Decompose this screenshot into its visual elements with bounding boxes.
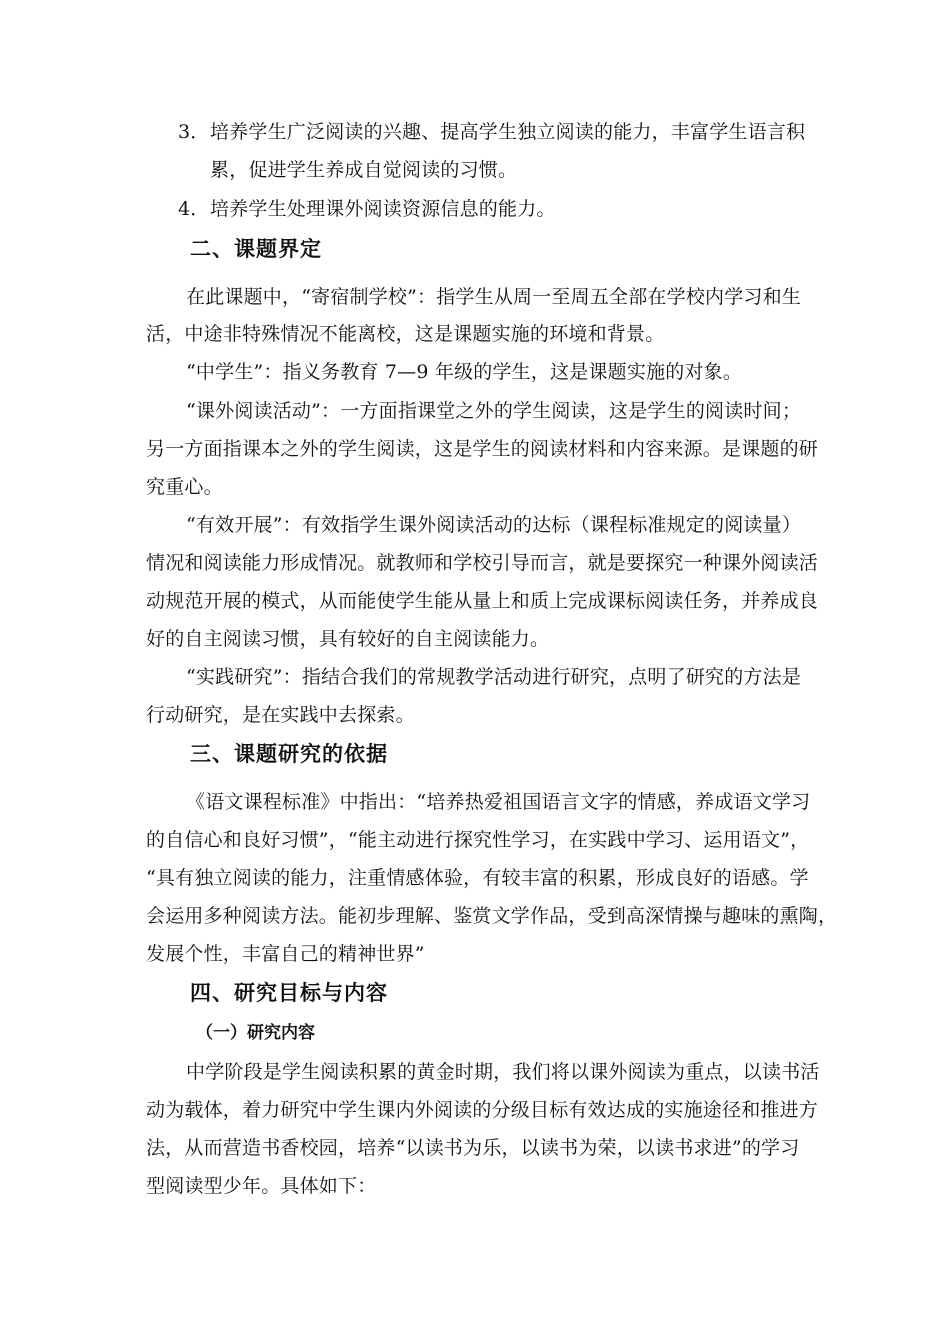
- paragraph-line: 在此课题中，“寄宿制学校”：指学生从周一至周五全部在学校内学习和生: [186, 286, 802, 308]
- section-heading: 二、课题界定: [190, 237, 322, 261]
- paragraph-line: 会运用多种阅读方法。能初步理解、鉴赏文学作品，受到高深情操与趣味的熏陶，: [146, 905, 838, 927]
- paragraph-line: 法，从而营造书香校园，培养“以读书为乐，以读书为荣，以读书求进”的学习: [146, 1137, 800, 1159]
- paragraph-line: 中学阶段是学生阅读积累的黄金时期，我们将以课外阅读为重点，以读书活: [186, 1061, 820, 1083]
- paragraph-line: 《语文课程标准》中指出：“培养热爱祖国语言文字的情感，养成语文学习: [186, 791, 811, 813]
- section-heading: 三、课题研究的依据: [190, 742, 388, 766]
- paragraph-line: “有效开展”：有效指学生课外阅读活动的达标（课程标准规定的阅读量）: [186, 514, 802, 536]
- list-item-text: 培养学生广泛阅读的兴趣、提高学生独立阅读的能力，丰富学生语言积: [210, 121, 806, 143]
- paragraph-line: 另一方面指课本之外的学生阅读，这是学生的阅读材料和内容来源。是课题的研: [146, 438, 819, 460]
- paragraph-line: 好的自主阅读习惯，具有较好的自主阅读能力。: [146, 628, 550, 650]
- list-item-text: 累，促进学生养成自觉阅读的习惯。: [210, 159, 518, 181]
- paragraph-line: 究重心。: [146, 476, 223, 498]
- paragraph-line: 发展个性，丰富自己的精神世界”: [146, 943, 425, 965]
- list-item-number: 4．: [178, 198, 210, 220]
- paragraph-line: 的自信心和良好习惯”，“能主动进行探究性学习，在实践中学习、运用语文”，: [146, 829, 810, 851]
- paragraph-line: 型阅读型少年。具体如下：: [146, 1175, 377, 1197]
- paragraph-line: “具有独立阅读的能力，注重情感体验，有较丰富的积累，形成良好的语感。学: [146, 867, 809, 889]
- paragraph-line: 动规范开展的模式，从而能使学生能从量上和质上完成课标阅读任务，并养成良: [146, 590, 819, 612]
- paragraph-line: “实践研究”：指结合我们的常规教学活动进行研究，点明了研究的方法是: [186, 666, 802, 688]
- paragraph-line: “中学生”：指义务教育 7—9 年级的学生，这是课题实施的对象。: [186, 361, 743, 383]
- paragraph-line: 行动研究，是在实践中去探索。: [146, 704, 415, 726]
- paragraph-line: 动为载体，着力研究中学生课内外阅读的分级目标有效达成的实施途径和推进方: [146, 1099, 819, 1121]
- paragraph-line: 情况和阅读能力形成情况。就教师和学校引导而言，就是要探究一种课外阅读活: [146, 552, 819, 574]
- list-item-number: 3．: [178, 121, 210, 143]
- list-item-text: 培养学生处理课外阅读资源信息的能力。: [210, 198, 556, 220]
- section-heading: 四、研究目标与内容: [190, 981, 388, 1005]
- paragraph-line: “课外阅读活动”：一方面指课堂之外的学生阅读，这是学生的阅读时间；: [186, 400, 802, 422]
- paragraph-line: 活，中途非特殊情况不能离校，这是课题实施的环境和背景。: [146, 323, 665, 345]
- subsection-heading: （一）研究内容: [196, 1023, 315, 1043]
